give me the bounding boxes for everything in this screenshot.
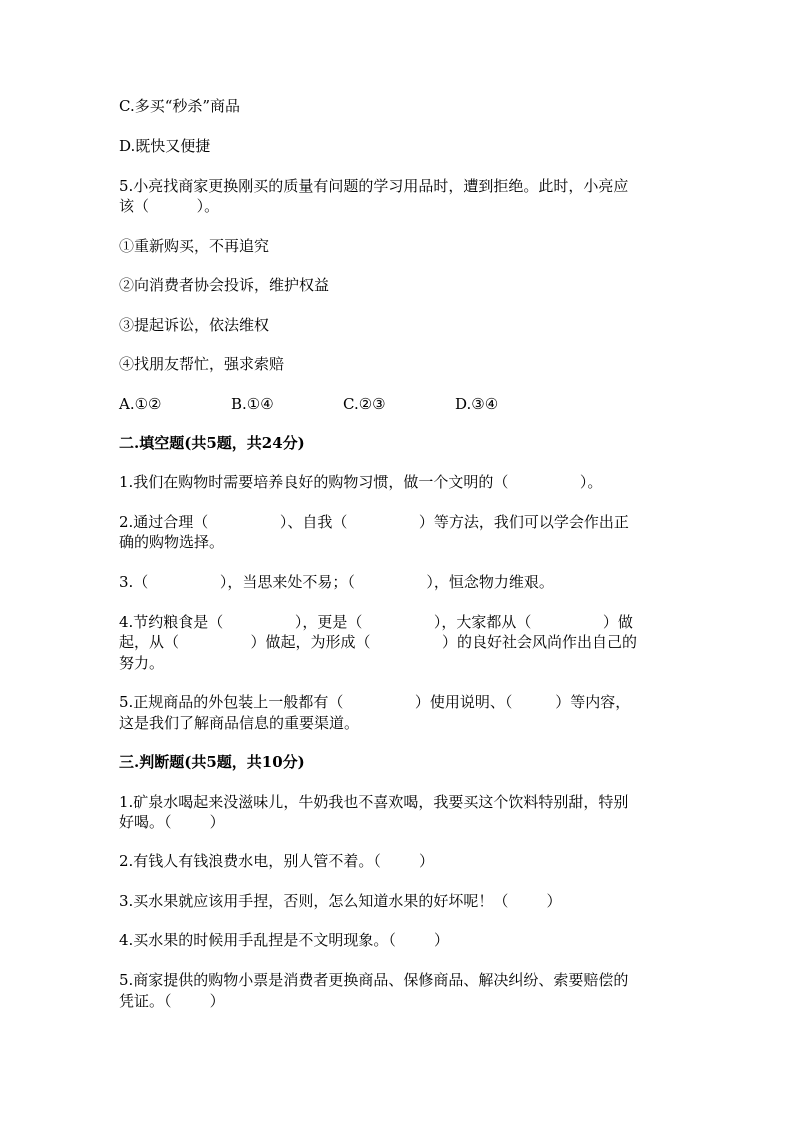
q5-item-4: ④找朋友帮忙，强求索赔: [119, 355, 285, 373]
s3-q3: 3.买水果就应该用手捏，否则，怎么知道水果的好坏呢！（ ）: [119, 892, 562, 910]
s2-q2-line2: 确的购物选择。: [119, 533, 225, 551]
q5-item-1: ①重新购买，不再追究: [119, 237, 270, 255]
s3-q1-line2: 好喝。（ ）: [119, 813, 225, 831]
s3-q4: 4.买水果的时候用手乱捏是不文明现象。（ ）: [119, 931, 449, 949]
s3-q5-line2: 凭证。（ ）: [119, 992, 225, 1010]
q4-option-d: D.既快又便捷: [119, 137, 211, 155]
s2-q3: 3.（ ），当思来处不易；（ ），恒念物力维艰。: [119, 573, 554, 591]
q5-option-b: B.①④: [231, 395, 274, 413]
q4-option-c: C.多买“秒杀”商品: [119, 97, 241, 115]
s2-q1: 1.我们在购物时需要培养良好的购物习惯，做一个文明的（ ）。: [119, 473, 603, 491]
s3-q5-line1: 5.商家提供的购物小票是消费者更换商品、保修商品、解决纠纷、索要赔偿的: [119, 971, 629, 989]
section2-heading: 二.填空题(共5题，共24分): [119, 434, 305, 452]
s3-q1-line1: 1.矿泉水喝起来没滋味儿，牛奶我也不喜欢喝，我要买这个饮料特别甜，特别: [119, 793, 629, 811]
s2-q4-line1: 4.节约粮食是（ ），更是（ ），大家都从（ ）做: [119, 613, 633, 631]
q5-item-3: ③提起诉讼，依法维权: [119, 316, 270, 334]
q5-option-a: A.①②: [119, 395, 162, 413]
q5-stem-line1: 5.小亮找商家更换刚买的质量有问题的学习用品时，遭到拒绝。此时，小亮应: [119, 177, 629, 195]
q5-option-d: D.③④: [455, 395, 499, 413]
section3-heading: 三.判断题(共5题，共10分): [119, 753, 305, 771]
q5-item-2: ②向消费者协会投诉，维护权益: [119, 276, 330, 294]
s3-q2: 2.有钱人有钱浪费水电，别人管不着。（ ）: [119, 852, 434, 870]
s2-q4-line3: 努力。: [119, 654, 165, 672]
s2-q2-line1: 2.通过合理（ ）、自我（ ）等方法，我们可以学会作出正: [119, 513, 629, 531]
s2-q4-line2: 起，从（ ）做起，为形成（ ）的良好社会风尚作出自己的: [119, 633, 638, 651]
q5-stem-line2: 该（ ）。: [119, 197, 220, 215]
s2-q5-line2: 这是我们了解商品信息的重要渠道。: [119, 714, 360, 732]
s2-q5-line1: 5.正规商品的外包装上一般都有（ ）使用说明、（ ）等内容，: [119, 693, 631, 711]
q5-option-c: C.②③: [343, 395, 386, 413]
